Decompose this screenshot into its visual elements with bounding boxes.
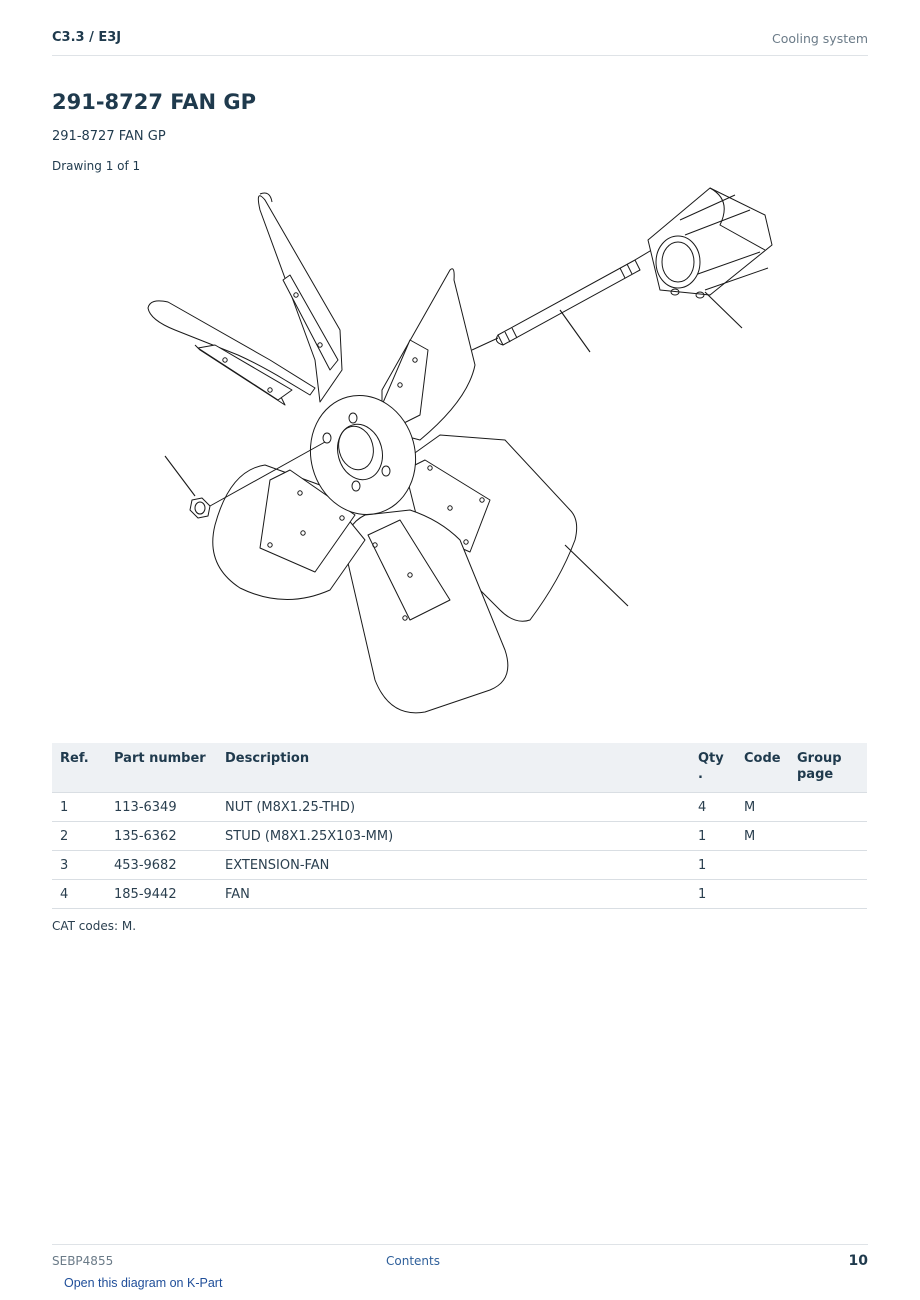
col-ref-header: Ref.	[52, 743, 106, 793]
page-number: 10	[848, 1253, 868, 1269]
cell-qty: 4	[690, 793, 736, 822]
cat-codes-note: CAT codes: M.	[52, 919, 137, 933]
cell-ref: 4	[52, 880, 106, 909]
fan-blade-upper-left	[148, 301, 315, 405]
cell-description: EXTENSION-FAN	[217, 851, 690, 880]
cell-group-page	[789, 880, 867, 909]
cell-ref: 2	[52, 822, 106, 851]
cell-part-number: 185-9442	[106, 880, 217, 909]
cell-description: FAN	[217, 880, 690, 909]
cell-code: M	[736, 822, 789, 851]
cell-part-number: 135-6362	[106, 822, 217, 851]
document-id: SEBP4855	[52, 1254, 114, 1268]
cell-code	[736, 851, 789, 880]
page-subtitle: 291-8727 FAN GP	[52, 129, 166, 144]
table-row	[52, 880, 867, 909]
cell-description: STUD (M8X1.25X103-MM)	[217, 822, 690, 851]
cell-ref: 1	[52, 793, 106, 822]
contents-link[interactable]: Contents	[386, 1254, 440, 1268]
col-code-header: Code	[736, 743, 789, 793]
cell-group-page	[789, 822, 867, 851]
cell-part-number: 113-6349	[106, 793, 217, 822]
col-qty-header: Qty .	[690, 743, 736, 793]
fan-extension-part	[648, 188, 772, 298]
fan-assembly-diagram	[120, 180, 800, 725]
cell-part-number: 453-9682	[106, 851, 217, 880]
col-group-page-header: Group page	[789, 743, 867, 793]
cell-description: NUT (M8X1.25-THD)	[217, 793, 690, 822]
cell-qty: 1	[690, 822, 736, 851]
page-footer	[52, 1244, 868, 1275]
col-description-header: Description	[217, 743, 690, 793]
col-part-number-header: Part number	[106, 743, 217, 793]
cell-qty: 1	[690, 880, 736, 909]
drawing-count: Drawing 1 of 1	[52, 159, 141, 173]
cell-group-page	[789, 851, 867, 880]
section-title: Cooling system	[772, 31, 868, 46]
cell-group-page	[789, 793, 867, 822]
table-row	[52, 851, 867, 880]
cell-code	[736, 880, 789, 909]
stud-part	[472, 248, 655, 350]
breadcrumb: C3.3 / E3J	[52, 30, 122, 45]
open-in-kpart-link[interactable]: Open this diagram on K-Part	[64, 1276, 223, 1290]
cell-ref: 3	[52, 851, 106, 880]
table-row	[52, 793, 867, 822]
page-header	[52, 28, 868, 56]
page-title: 291-8727 FAN GP	[52, 90, 257, 114]
cell-code: M	[736, 793, 789, 822]
parts-table	[52, 743, 867, 909]
table-header-row	[52, 743, 867, 793]
cell-qty: 1	[690, 851, 736, 880]
table-row	[52, 822, 867, 851]
